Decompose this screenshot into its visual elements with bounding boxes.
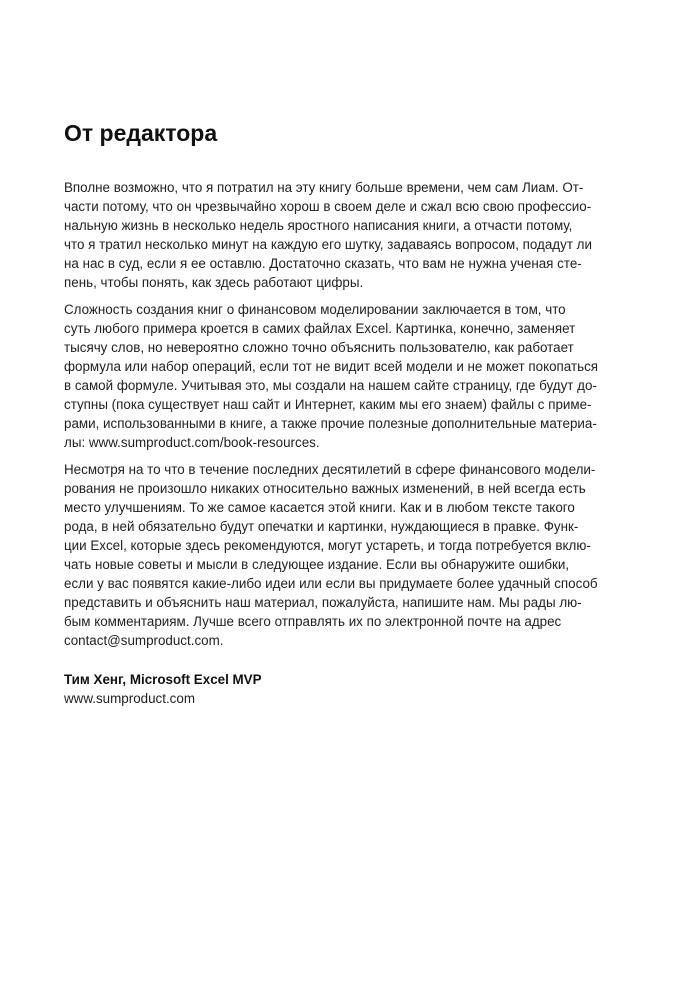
text-line: тысячу слов, но невероятно сложно точно объяснить пользователю, как работает — [64, 340, 574, 355]
text-line: рами, использованными в книге, а также прочие полезные дополнительные материа- — [64, 416, 597, 431]
text-line: рода, в ней обязательно будут опечатки и картинки, нуждающиеся в правке. Функ- — [64, 519, 579, 534]
text-line: чать новые советы и мысли в следующее издание. Если вы обнаружите ошибки, — [64, 557, 570, 572]
paragraph-3 — [64, 460, 624, 650]
text-line: бым комментариям. Лучше всего отправлять их по электронной почте на адрес — [64, 614, 562, 629]
text-line: Несмотря на то что в течение последних десятилетий в сфере финансового модели- — [64, 462, 596, 477]
text-line: лы: www.sumproduct.com/book-resources. — [64, 435, 320, 450]
text-line: место улучшениям. То же самое касается этой книги. Как и в любом тексте такого — [64, 500, 575, 515]
page-title: От редактора — [64, 120, 218, 146]
text-line: ступны (пока существует наш сайт и Интернет, каким мы его знаем) файлы с приме- — [64, 397, 592, 412]
text-line: если у вас появятся какие-либо идеи или если вы придумаете более удачный способ — [64, 576, 598, 591]
text-line: что я тратил несколько минут на каждую его шутку, задаваясь вопросом, подадут ли — [64, 237, 592, 252]
document-body — [64, 178, 624, 708]
signature-block — [64, 670, 624, 708]
paragraph-1 — [64, 178, 624, 292]
text-line: Сложность создания книг о финансовом моделировании заключается в том, что — [64, 302, 566, 317]
text-line: представить и объяснить наш материал, пожалуйста, напишите нам. Мы рады лю- — [64, 595, 582, 610]
text-line: формула или набор операций, если тот не видит всей модели и не может покопаться — [64, 359, 599, 374]
paragraph-2 — [64, 300, 624, 452]
text-line: Вполне возможно, что я потратил на эту книгу больше времени, чем сам Лиам. От- — [64, 180, 584, 195]
signature-name: Тим Хенг, Microsoft Excel MVP — [64, 672, 262, 687]
text-line: суть любого примера кроется в самих файлах Excel. Картинка, конечно, заменяет — [64, 321, 576, 336]
text-line: contact@sumproduct.com. — [64, 633, 224, 648]
text-line: на нас в суд, если я ее оставлю. Достаточно сказать, что вам не нужна ученая сте- — [64, 256, 582, 271]
text-line: ции Excel, которые здесь рекомендуются, могут устареть, и тогда потребуется вклю- — [64, 538, 591, 553]
text-line: нальную жизнь в несколько недель яростного написания книги, а отчасти потому, — [64, 218, 573, 233]
text-line: пень, чтобы понять, как здесь работают цифры. — [64, 275, 364, 290]
text-line: в самой формуле. Учитывая это, мы создали на нашем сайте страницу, где будут до- — [64, 378, 597, 393]
signature-website: www.sumproduct.com — [64, 691, 195, 706]
text-line: рования не произошло никаких относительно важных изменений, в ней всегда есть — [64, 481, 586, 496]
text-line: части потому, что он чрезвычайно хорош в своем деле и сжал всю свою профессио- — [64, 199, 592, 214]
